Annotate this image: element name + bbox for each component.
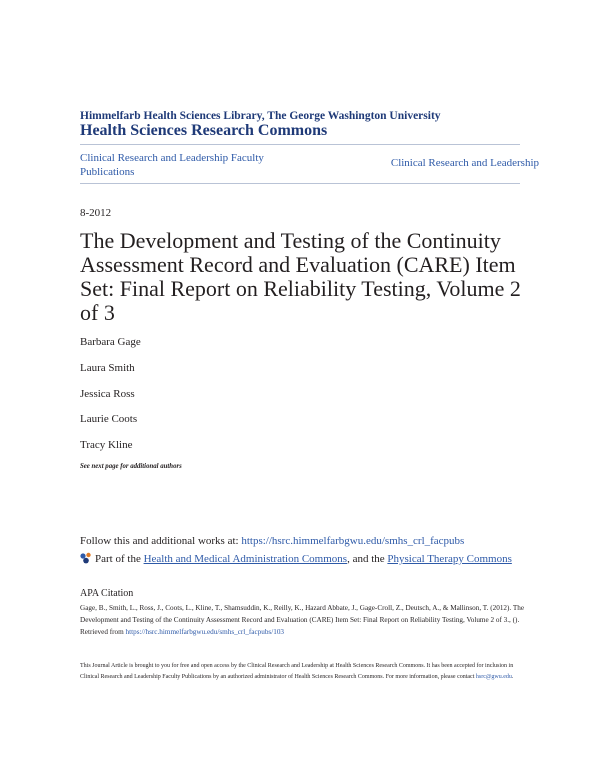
article-title: The Development and Testing of the Continuity Assessment Record and Evaluation (CARE) Item Set: Final Report on Reliability Testing, Volume 2 of 3 bbox=[80, 228, 521, 325]
author-name: Laurie Coots bbox=[80, 413, 138, 425]
apa-citation-text bbox=[80, 602, 525, 638]
contact-email-link[interactable]: hsrc@gwu.edu bbox=[475, 674, 512, 680]
divider-top bbox=[80, 144, 520, 145]
access-disclaimer bbox=[80, 661, 525, 683]
apa-citation-heading: APA Citation bbox=[80, 588, 134, 599]
commons-link-health-admin[interactable]: Health and Medical Administration Commons bbox=[143, 553, 348, 565]
part-of-middle: , and the bbox=[347, 553, 388, 565]
network-icon bbox=[80, 552, 92, 564]
part-of-prefix: Part of the bbox=[95, 553, 144, 565]
publication-date: 8-2012 bbox=[80, 207, 112, 219]
follow-line bbox=[80, 535, 464, 547]
part-of-line bbox=[80, 552, 512, 565]
apa-citation-link[interactable]: https://hsrc.himmelfarbgwu.edu/smhs_crl_facpubs/103 bbox=[125, 628, 285, 636]
author-name: Laura Smith bbox=[80, 362, 135, 374]
commons-link-physical-therapy[interactable]: Physical Therapy Commons bbox=[387, 553, 512, 565]
collection-link-department[interactable]: Clinical Research and Leadership bbox=[390, 157, 539, 169]
follow-link[interactable]: https://hsrc.himmelfarbgwu.edu/smhs_crl_facpubs bbox=[241, 535, 465, 547]
repository-name[interactable]: Health Sciences Research Commons bbox=[80, 122, 328, 139]
author-name: Barbara Gage bbox=[80, 336, 141, 348]
author-name: Jessica Ross bbox=[80, 388, 135, 400]
follow-text: Follow this and additional works at: bbox=[80, 535, 242, 547]
collection-link-faculty-publications[interactable]: Clinical Research and Leadership Faculty Publications bbox=[80, 152, 264, 178]
institution-name: Himmelfarb Health Sciences Library, The George Washington University bbox=[80, 110, 441, 122]
author-name: Tracy Kline bbox=[80, 439, 133, 451]
divider-bottom bbox=[80, 183, 520, 184]
disclaimer-suffix: . bbox=[511, 674, 514, 680]
additional-authors-note: See next page for additional authors bbox=[80, 463, 182, 470]
apa-citation-body: Gage, B., Smith, L., Ross, J., Coots, L., Kline, T., Shamsuddin, K., Reilly, K., Hazard Abbate, J., Gage-Croll, Z., Deutsch, A., & Mallinson, T. (2012). The Development and Testing of the Continuity Assessment Record and Evaluation (CARE) Item Set: Final Report on Reliability Testing, Volume 2 of 3., (). Retrieved from bbox=[80, 604, 525, 636]
disclaimer-text: This Journal Article is brought to you for free and open access by the Clinical Research and Leadership at Health Sciences Research Commons. It has been accepted for inclusion in Clinical Research and Leadership Faculty Publications by an authorized administrator of Health Sciences Research Commons. For more information, please contact bbox=[80, 663, 514, 680]
